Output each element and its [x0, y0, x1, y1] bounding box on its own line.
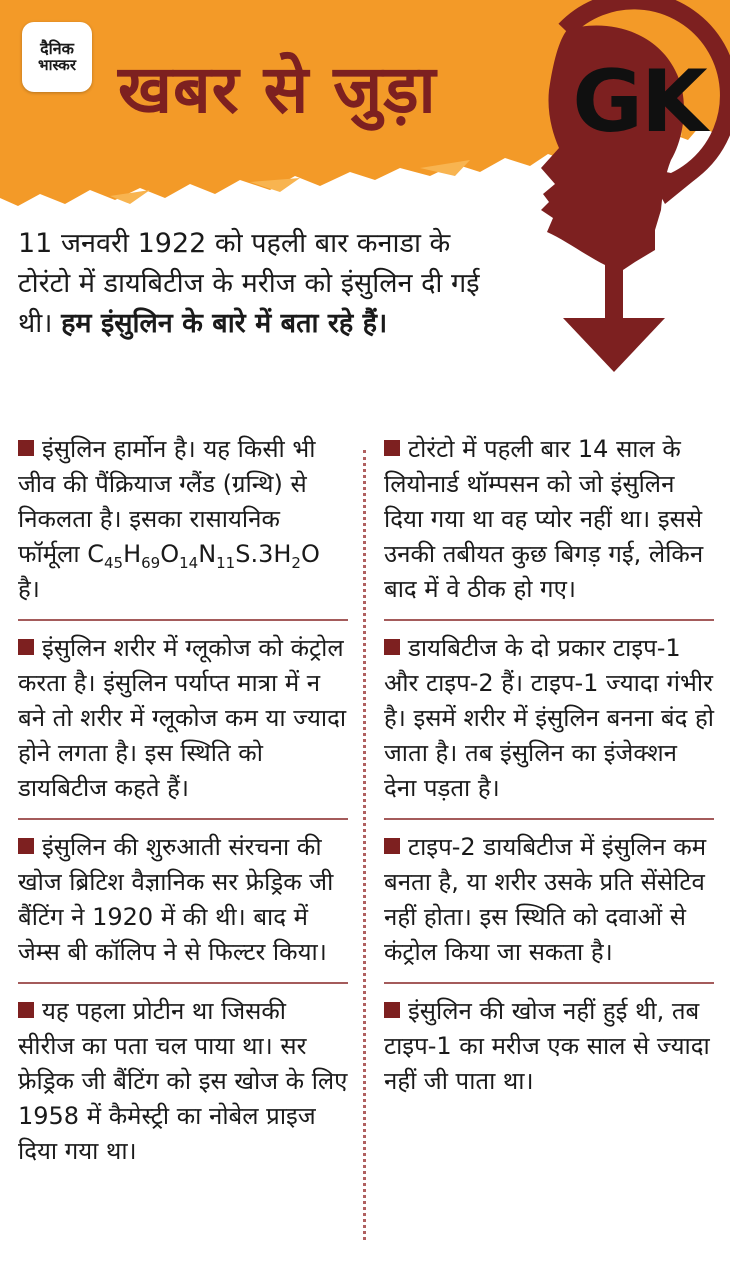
bullet-square-icon: [18, 1002, 34, 1018]
fact-item: [18, 621, 348, 820]
intro-text: 11 जनवरी 1922 को पहली बार कनाडा के टोरंटो में डायबिटीज के मरीज को इंसुलिन दी गई थी।: [18, 228, 480, 339]
formula-n-count: 11: [216, 553, 236, 572]
fact-text: यह पहला प्रोटीन था जिसकी सीरीज का पता चल पाया था। सर फ्रेड्रिक जी बैंटिंग को इस खोज के लिए 1958 में कैमेस्ट्री का नोबेल प्राइज दिया गया था।: [18, 997, 348, 1165]
formula-n: N: [198, 540, 217, 568]
formula-h: H: [123, 540, 142, 568]
dainik-bhaskar-logo: [22, 22, 92, 92]
fact-text: इंसुलिन की शुरुआती संरचना की खोज ब्रिटिश वैज्ञानिक सर फ्रेड्रिक जी बैंटिंग ने 1920 में की थी। बाद में जेम्स बी कॉलिप ने से फिल्टर किया।: [18, 833, 334, 966]
bullet-square-icon: [384, 639, 400, 655]
formula-o: O: [160, 540, 180, 568]
intro-bold: हम इंसुलिन के बारे में बता रहे हैं।: [61, 308, 388, 339]
formula-water-count: 2: [291, 553, 301, 572]
logo-line-2: भास्कर: [38, 55, 76, 74]
logo-line-1: दैनिक: [40, 38, 74, 58]
formula-h-count: 69: [141, 553, 161, 572]
fact-item: [18, 820, 348, 984]
formula-c: C: [87, 540, 104, 568]
column-divider: [363, 450, 366, 1240]
right-column: [384, 422, 714, 1111]
left-column: [18, 422, 348, 1181]
formula-tail: O है।: [18, 540, 320, 603]
fact-text: टोरंटो में पहली बार 14 साल के लियोनार्ड थॉम्पसन को जो इंसुलिन दिया गया था वह प्योर नहीं था। इससे उनकी तबीयत कुछ बिगड़ गई, लेकिन बाद में वे ठीक हो गए।: [384, 435, 704, 603]
formula-o-count: 14: [179, 553, 199, 572]
fact-item: [384, 422, 714, 621]
formula-c-count: 45: [103, 553, 124, 572]
bullet-square-icon: [384, 1002, 400, 1018]
bullet-square-icon: [18, 639, 34, 655]
bullet-square-icon: [18, 440, 34, 456]
fact-item: [384, 984, 714, 1111]
page-title: खबर से जुड़ा: [118, 51, 437, 128]
intro-paragraph: [18, 224, 488, 344]
fact-text: इंसुलिन हार्मोन है। यह किसी भी जीव की पैंक्रियाज ग्लैंड (ग्रन्थि) से निकलता है। इसका रासायनिक फॉर्मूला: [18, 435, 316, 568]
bullet-square-icon: [384, 838, 400, 854]
fact-text: इंसुलिन शरीर में ग्लूकोज को कंट्रोल करता है। इंसुलिन पर्याप्त मात्रा में न बने तो शरीर में ग्लूकोज कम या ज्यादा होने लगता है। इस स्थिति को डायबिटीज कहते हैं।: [18, 634, 347, 802]
fact-item: [384, 621, 714, 820]
fact-text: इंसुलिन की खोज नहीं हुई थी, तब टाइप-1 का मरीज एक साल से ज्यादा नहीं जी पाता था।: [384, 997, 710, 1095]
bullet-square-icon: [384, 440, 400, 456]
bullet-square-icon: [18, 838, 34, 854]
gk-badge: GK: [572, 52, 706, 152]
fact-item: [384, 820, 714, 984]
fact-text: डायबिटीज के दो प्रकार टाइप-1 और टाइप-2 हैं। टाइप-1 ज्यादा गंभीर है। इसमें शरीर में इंसुलिन बनना बंद हो जाता है। तब इंसुलिन का इंजेक्शन देना पड़ता है।: [384, 634, 714, 802]
fact-item: [18, 422, 348, 621]
fact-item: [18, 984, 348, 1181]
formula-s-water: S.3H: [235, 540, 292, 568]
fact-text: टाइप-2 डायबिटीज में इंसुलिन कम बनता है, या शरीर उसके प्रति सेंसेटिव नहीं होता। इस स्थिति को दवाओं से कंट्रोल किया जा सकता है।: [384, 833, 707, 966]
